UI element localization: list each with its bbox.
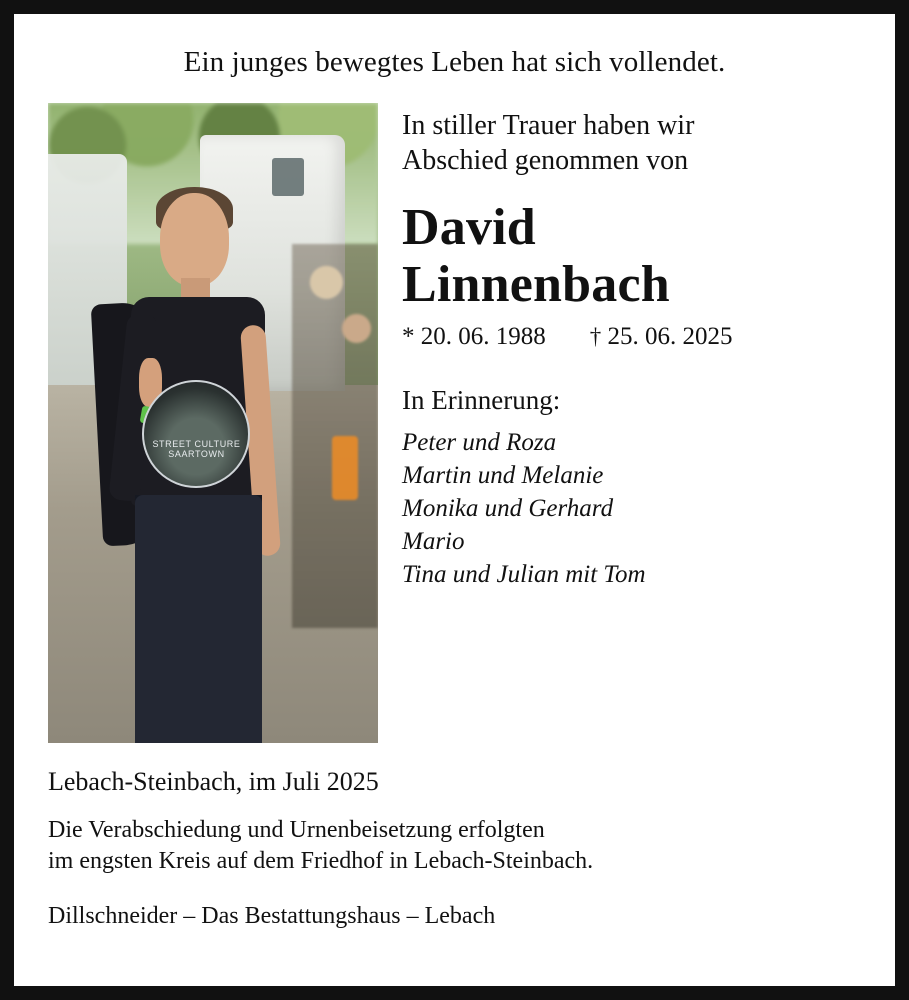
- photo-shirt-print: [142, 380, 250, 488]
- photo-shirt-print-line1: STREET CULTURE: [152, 439, 241, 450]
- photo-shirt-print-line2: SAARTOWN: [168, 449, 225, 460]
- death-date: 25. 06. 2025: [607, 322, 733, 350]
- ceremony-note: [48, 815, 861, 877]
- lead-line-2: Abschied genommen von: [402, 144, 689, 176]
- photo-van-window: [272, 158, 304, 196]
- lead-text: [402, 109, 861, 178]
- last-name: Linnenbach: [402, 255, 670, 313]
- funeral-home: Dillschneider – Das Bestattungshaus – Lebach: [48, 903, 496, 930]
- list-item: Monika und Gerhard: [402, 494, 614, 522]
- list-item: Peter und Roza: [402, 428, 557, 456]
- portrait-photo: [48, 103, 378, 743]
- list-item: Mario: [402, 527, 465, 555]
- photo-orange-object: [332, 436, 358, 500]
- headline: Ein junges bewegtes Leben hat sich vollendet.: [183, 46, 726, 78]
- list-item: Tina und Julian mit Tom: [402, 560, 646, 588]
- photo-pants: [135, 495, 261, 743]
- life-dates: [402, 323, 861, 351]
- body-row: [48, 103, 861, 743]
- remember-list: [402, 426, 861, 591]
- ceremony-note-line-1: Die Verabschiedung und Urnenbeisetzung erfolgten: [48, 817, 545, 843]
- obituary-inner-frame: [12, 12, 897, 988]
- list-item: Martin und Melanie: [402, 461, 604, 489]
- photo-shirt-print-text: [152, 439, 240, 460]
- photo-person: [101, 193, 292, 743]
- birth-date: * 20. 06. 1988: [402, 322, 546, 350]
- ceremony-note-line-2: im engsten Kreis auf dem Friedhof in Lebach-Steinbach.: [48, 848, 594, 875]
- photo-head: [160, 193, 229, 287]
- place-and-date: Lebach-Steinbach, im Juli 2025: [48, 767, 379, 796]
- deceased-name: [402, 200, 861, 312]
- cross-icon: †: [589, 323, 602, 349]
- remember-title: In Erinnerung:: [402, 384, 561, 415]
- text-column: [402, 103, 861, 591]
- lead-line-1: In stiller Trauer haben wir: [402, 110, 695, 141]
- first-name: David: [402, 199, 536, 257]
- footer: [48, 767, 861, 930]
- death-date-group: [590, 323, 733, 351]
